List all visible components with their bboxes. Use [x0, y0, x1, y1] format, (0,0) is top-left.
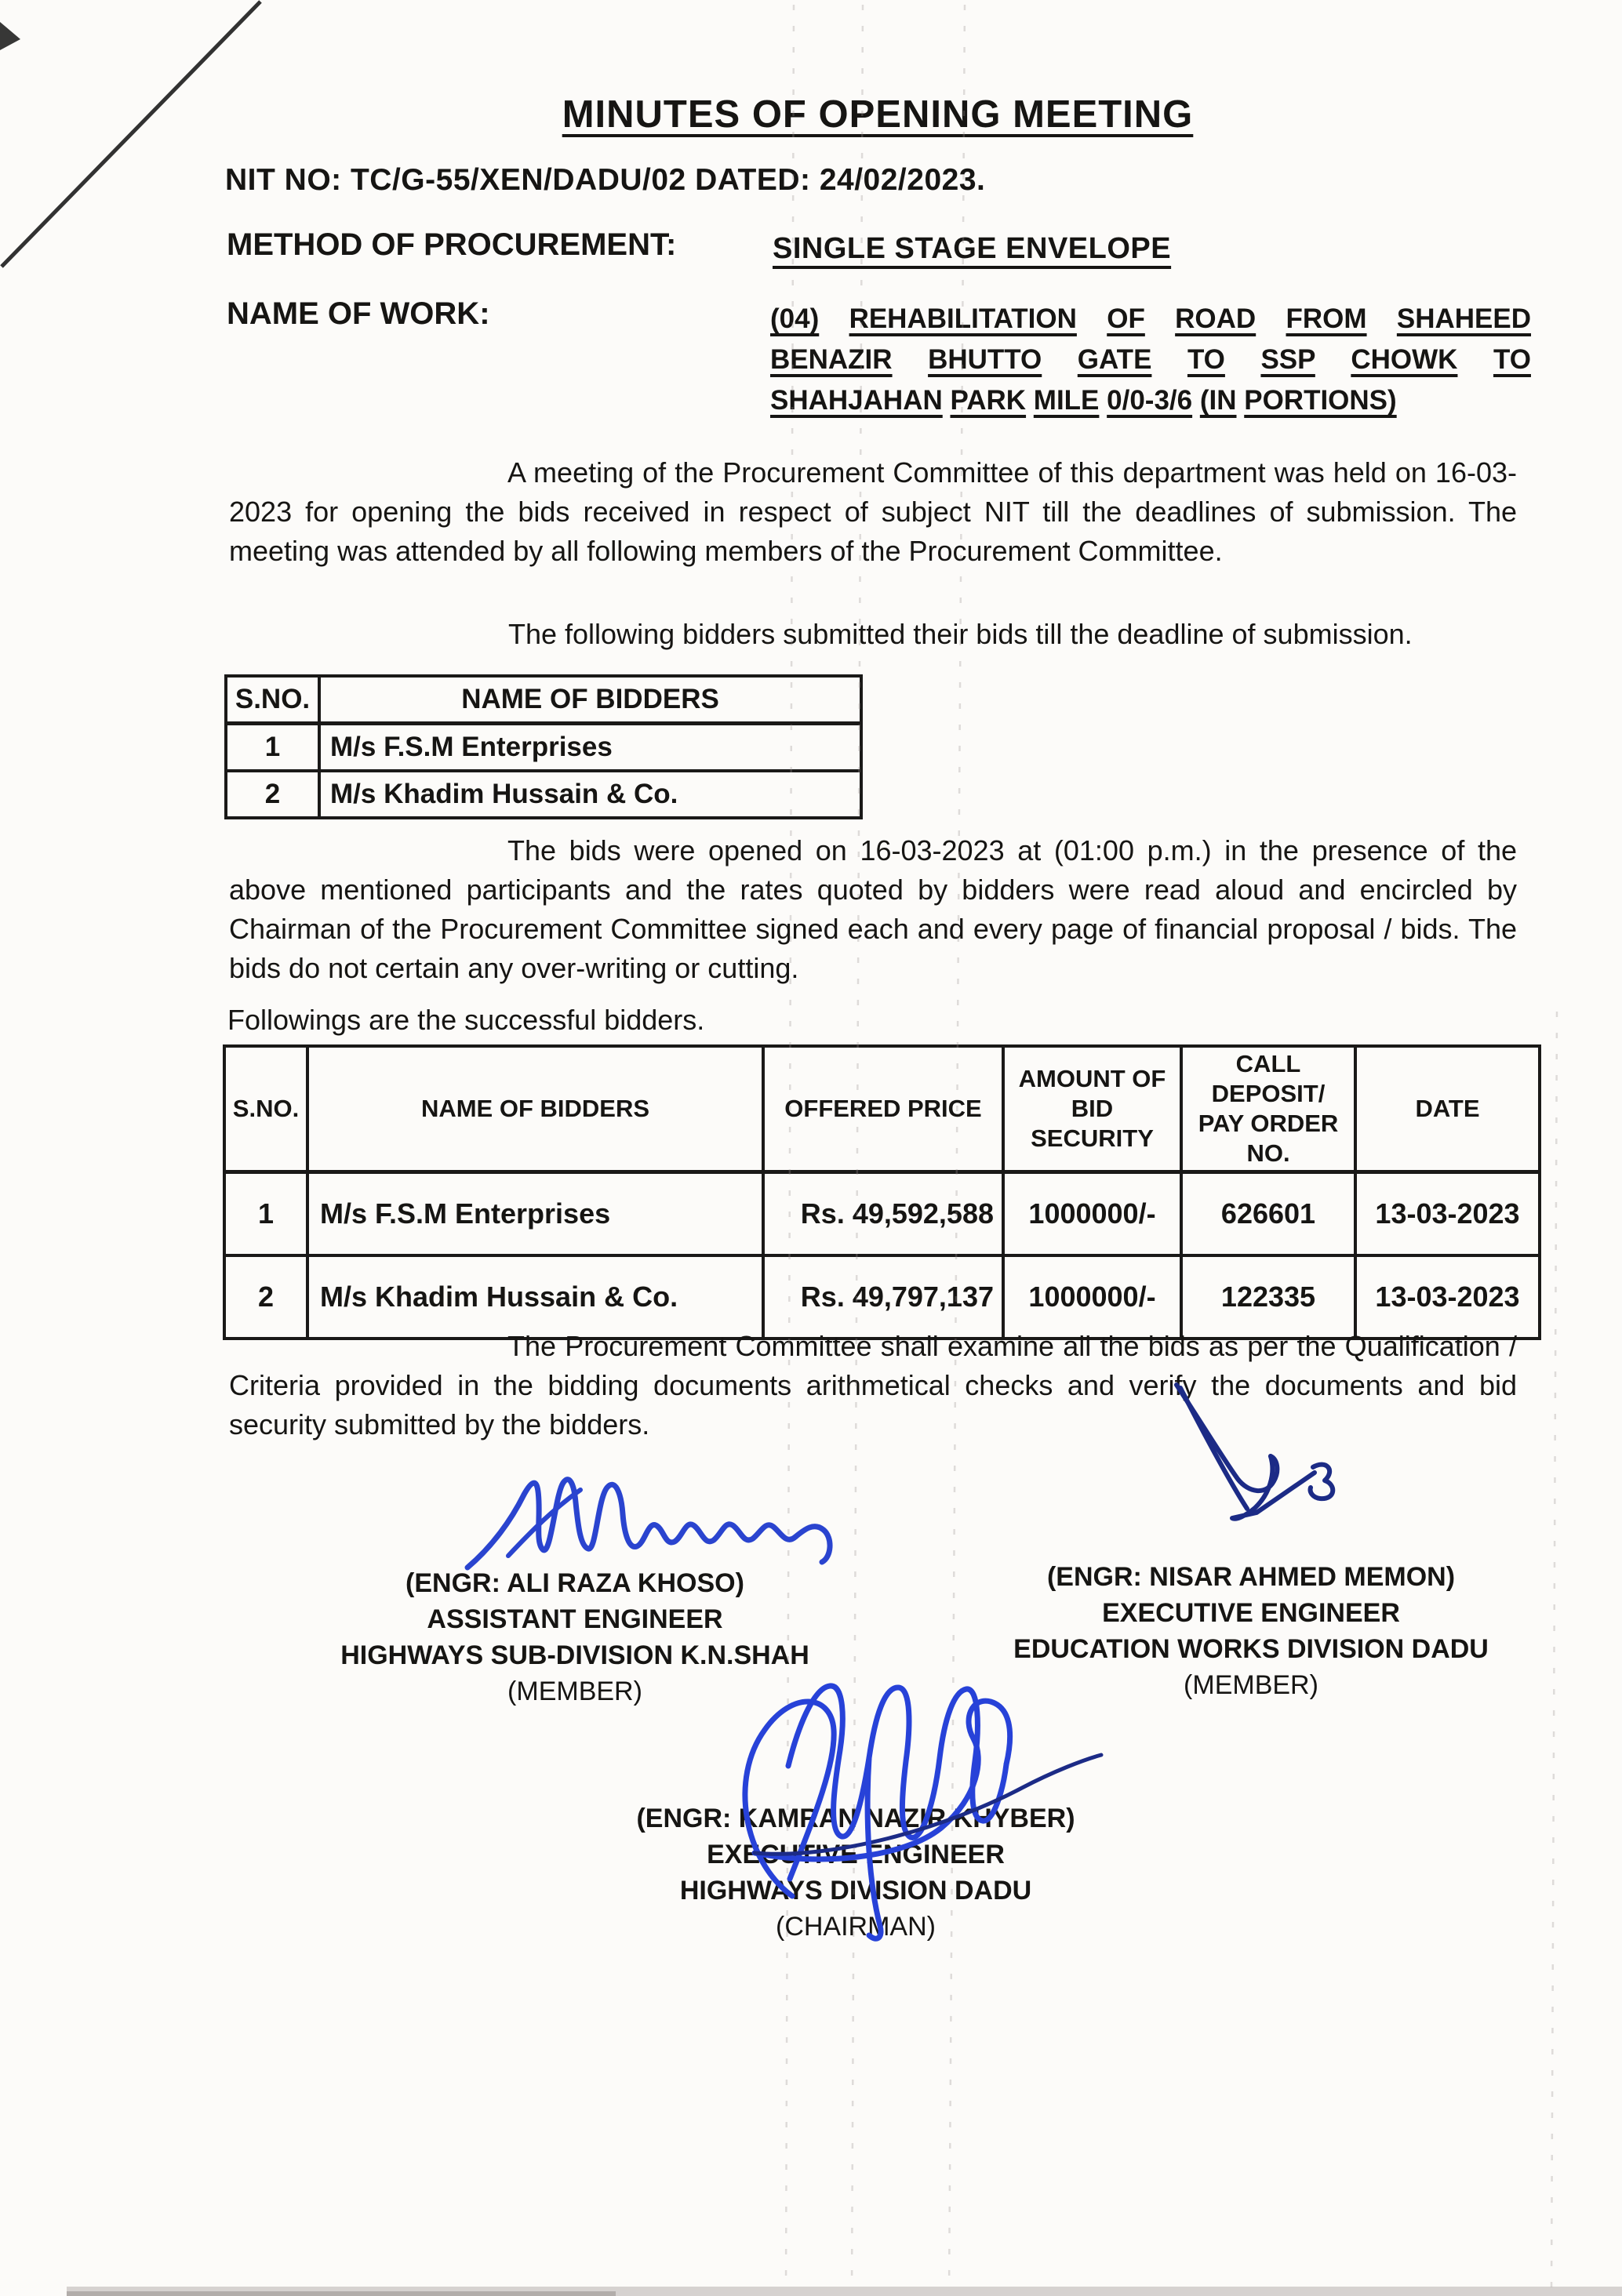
- scan-corner-mark: [0, 22, 20, 50]
- paragraph-meeting-held: A meeting of the Procurement Committee of this department was held on 16-03-2023 for opening the bids received in respect of subject NIT till the deadlines of submission. The meeting was attended by all following members of the Procurement Committee.: [229, 456, 1517, 567]
- name-of-work-value: (04) REHABILITATION OF ROAD FROM SHAHEED BENAZIR BHUTTO GATE TO SSP CHOWK TO SHAHJAHAN PARK MILE 0/0-3/6 (IN PORTIONS): [770, 303, 1532, 416]
- bidder-row1-name: M/s F.S.M Enterprises: [319, 724, 861, 772]
- method-of-procurement-label: METHOD OF PROCUREMENT:: [227, 227, 677, 262]
- results-header-sno: S.NO.: [224, 1046, 307, 1172]
- signatory-role: (MEMBER): [1184, 1670, 1318, 1700]
- name-of-work-label: NAME OF WORK:: [227, 296, 490, 331]
- result-row1-price: Rs. 49,592,588: [763, 1172, 1003, 1256]
- bidders-header-sno: S.NO.: [226, 676, 319, 724]
- results-header-security: AMOUNT OF BID SECURITY: [1003, 1046, 1181, 1172]
- bidders-header-name: NAME OF BIDDERS: [319, 676, 861, 724]
- results-header-price: OFFERED PRICE: [763, 1046, 1003, 1172]
- bottom-edge-smudge: [67, 2287, 1622, 2296]
- method-of-procurement-value: SINGLE STAGE ENVELOPE: [773, 232, 1172, 265]
- result-row1-security: 1000000/-: [1003, 1172, 1181, 1256]
- signatory-title: EXECUTIVE ENGINEER: [1102, 1598, 1400, 1628]
- results-header-date: DATE: [1355, 1046, 1540, 1172]
- bidder-row2-name: M/s Khadim Hussain & Co.: [319, 771, 861, 818]
- signatory-org: EDUCATION WORKS DIVISION DADU: [1013, 1634, 1489, 1664]
- result-row2-name: M/s Khadim Hussain & Co.: [307, 1255, 763, 1339]
- signatory-role: (MEMBER): [507, 1677, 642, 1706]
- signatory-title: ASSISTANT ENGINEER: [427, 1604, 723, 1634]
- signatory-block-chairman: [581, 1800, 1130, 1945]
- table-row: [224, 1172, 1540, 1256]
- signatory-role: (CHAIRMAN): [776, 1912, 936, 1942]
- signatory-name: (ENGR: KAMRAN NAZIR KHYBER): [636, 1804, 1075, 1833]
- paragraph-committee-examine: The Procurement Committee shall examine all the bids as per the Qualification / Criteria provided in the bidding documents arithmetical checks and verify the documents and bid security submitted by the bidders.: [229, 1330, 1517, 1440]
- result-row2-deposit: 122335: [1181, 1255, 1355, 1339]
- paragraph-bids-opened: The bids were opened on 16-03-2023 at (01:00 p.m.) in the presence of the above mentioned participants and the rates quoted by bidders were read aloud and encircled by Chairman of the Procurement Committee signed each and every page of financial proposal / bids. The bids do not certain any over-writing or cutting.: [229, 834, 1517, 984]
- result-row1-deposit: 626601: [1181, 1172, 1355, 1256]
- result-row2-security: 1000000/-: [1003, 1255, 1181, 1339]
- signatory-block-member-right: [976, 1559, 1526, 1703]
- bidders-table-header-row: [226, 676, 861, 724]
- page-title: MINUTES OF OPENING MEETING: [562, 93, 1194, 136]
- signatory-org: HIGHWAYS SUB-DIVISION K.N.SHAH: [340, 1640, 809, 1670]
- result-row1-name: M/s F.S.M Enterprises: [307, 1172, 763, 1256]
- line-successful-bidders: Followings are the successful bidders.: [227, 1004, 705, 1036]
- signatory-block-member-left: [300, 1565, 849, 1709]
- result-row1-sno: 1: [224, 1172, 307, 1256]
- results-table-header-row: [224, 1046, 1540, 1172]
- results-header-deposit: CALL DEPOSIT/ PAY ORDER NO.: [1181, 1046, 1355, 1172]
- signatory-org: HIGHWAYS DIVISION DADU: [679, 1876, 1032, 1905]
- nit-number-line: NIT NO: TC/G-55/XEN/DADU/02 DATED: 24/02/2023.: [225, 163, 986, 197]
- result-row2-date: 13-03-2023: [1355, 1255, 1540, 1339]
- signatory-title: EXECUTIVE ENGINEER: [707, 1840, 1005, 1869]
- result-row1-date: 13-03-2023: [1355, 1172, 1540, 1256]
- signatory-name: (ENGR: ALI RAZA KHOSO): [406, 1568, 744, 1598]
- table-row: [226, 724, 861, 772]
- signatory-name: (ENGR: NISAR AHMED MEMON): [1046, 1562, 1456, 1592]
- results-table: [223, 1044, 1541, 1340]
- result-row2-sno: 2: [224, 1255, 307, 1339]
- result-row2-price: Rs. 49,797,137: [763, 1255, 1003, 1339]
- signature-ali-raza-khoso: [467, 1480, 830, 1568]
- results-header-name: NAME OF BIDDERS: [307, 1046, 763, 1172]
- bidders-table: [224, 674, 863, 819]
- line-bidders-submitted: The following bidders submitted their bids till the deadline of submission.: [508, 618, 1413, 650]
- bidder-row1-sno: 1: [226, 724, 319, 772]
- bidder-row2-sno: 2: [226, 771, 319, 818]
- table-row: [226, 771, 861, 818]
- bottom-edge-smudge-dark: [67, 2291, 616, 2296]
